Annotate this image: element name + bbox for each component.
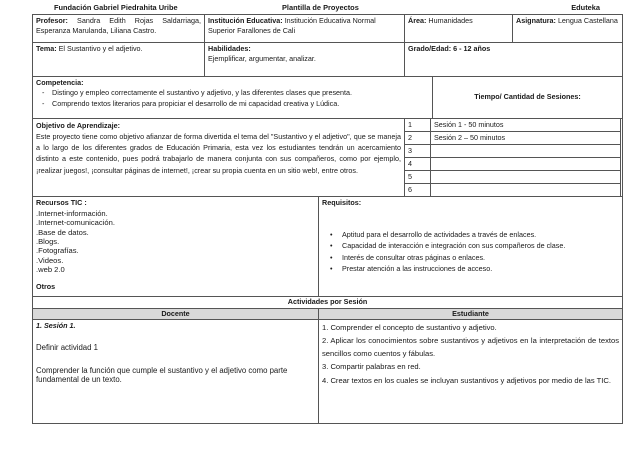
row-recursos xyxy=(33,197,623,297)
cell-recursos xyxy=(33,197,319,297)
row-competencia xyxy=(33,77,623,119)
cell-competencia xyxy=(33,77,433,119)
estudiante-item: 4. Crear textos en los cuales se incluyan sustantivos y adjetivos por medio de las TIC. xyxy=(322,375,611,385)
competencia-item: - Distingo y empleo correctamente el sustantivo y adjetivo, y las diferentes clases que presenta. xyxy=(42,88,429,98)
requisitos-list xyxy=(322,229,619,275)
header-eduteka: Eduteka xyxy=(571,3,600,12)
cell-tema xyxy=(33,43,205,77)
recurso-item: .web 2.0 xyxy=(36,265,65,275)
sesion-num: 5 xyxy=(405,171,431,184)
cell-grado xyxy=(405,43,623,77)
sesion-text xyxy=(431,184,621,197)
grado-value: 6 - 12 años xyxy=(453,44,491,53)
habilidades-label: Habilidades: xyxy=(208,44,251,53)
estudiante-header: Estudiante xyxy=(319,308,623,319)
sesiones-table xyxy=(405,119,622,197)
recurso-item: .Fotografías. xyxy=(36,246,79,256)
recurso-item: .Internet-comunicación. xyxy=(36,218,115,228)
definir-actividad: Definir actividad 1 xyxy=(36,342,98,352)
competencia-item: - Comprendo textos literarios para propiciar el desarrollo de mi capacidad creativa y Lúdica. xyxy=(42,99,429,109)
sesion-text xyxy=(431,171,621,184)
docente-comprender: Comprender la función que cumple el sustantivo y el adjetivo como parte fundamental de un texto. xyxy=(36,365,288,385)
cell-docente xyxy=(33,319,319,423)
habilidades-value: Ejemplificar, argumentar, analizar. xyxy=(208,54,316,64)
tema-label: Tema: xyxy=(36,44,57,53)
header-foundation: Fundación Gabriel Piedrahita Uribe xyxy=(54,3,178,12)
estudiante-item: 2. Aplicar los conocimientos sobre sustantivos y adjetivos en la interpretación de textos sencillos como cuentos y fábulas. xyxy=(322,335,619,359)
cell-profesor xyxy=(33,15,205,43)
sesion-num: 2 xyxy=(405,132,431,145)
sesion-row xyxy=(405,184,621,197)
sesion-num: 1 xyxy=(405,119,431,132)
cell-objetivo xyxy=(33,119,405,197)
sesion-row xyxy=(405,158,621,171)
requisito-item: • Prestar atención a las instrucciones de acceso. xyxy=(330,263,619,275)
grado-label: Grado/Edad: xyxy=(408,44,452,53)
sesion-text xyxy=(431,158,621,171)
cell-institucion xyxy=(205,15,405,43)
institucion-label: Institución Educativa: xyxy=(208,16,283,25)
sesion-text: Sesión 1 - 50 minutos xyxy=(431,119,621,132)
sesion-row xyxy=(405,171,621,184)
asignatura-label: Asignatura: xyxy=(516,16,556,25)
cell-requisitos xyxy=(319,197,623,297)
sesion-num: 4 xyxy=(405,158,431,171)
actividades-label: Actividades por Sesión xyxy=(33,297,623,308)
row-objetivo xyxy=(33,119,623,197)
sesion-text: Sesión 2 – 50 minutos xyxy=(431,132,621,145)
institucion-value: Institución Educativa Normal Superior Farallones de Cali xyxy=(208,16,376,36)
recurso-item: .Internet-información. xyxy=(36,208,108,218)
requisito-item: • Interés de consultar otras páginas o enlaces. xyxy=(330,252,619,264)
sesion-num: 6 xyxy=(405,184,431,197)
profesor-label: Profesor: xyxy=(36,16,68,25)
recursos-otros: Otros xyxy=(36,281,56,291)
profesor-value: Sandra Edith Rojas Saldarriaga, Esperanza Marulanda, Liliana Castro. xyxy=(36,16,201,36)
objetivo-label: Objetivo de Aprendizaje: xyxy=(36,121,120,130)
competencia-label: Competencia: xyxy=(36,78,84,87)
sesion-row xyxy=(405,132,621,145)
cell-area xyxy=(405,15,513,43)
area-value: Humanidades xyxy=(428,16,473,25)
row-profesor xyxy=(33,15,623,43)
row-actividades-headers xyxy=(33,308,623,319)
tema-value: El Sustantivo y el adjetivo. xyxy=(58,44,143,53)
recurso-item: .Base de datos. xyxy=(36,227,89,237)
row-tema xyxy=(33,43,623,77)
project-template-table xyxy=(32,14,623,424)
sesion-title: 1. Sesión 1. xyxy=(36,320,76,330)
recursos-label: Recursos TIC : xyxy=(36,198,87,208)
sesion-row xyxy=(405,119,621,132)
estudiante-item: 3. Compartir palabras en red. xyxy=(322,362,421,372)
competencia-list xyxy=(36,88,429,109)
recurso-item: .Videos. xyxy=(36,255,64,265)
requisitos-label: Requisitos: xyxy=(322,198,362,208)
row-actividades xyxy=(33,319,623,423)
recurso-item: .Blogs. xyxy=(36,237,60,246)
tiempo-label: Tiempo/ Cantidad de Sesiones: xyxy=(433,77,623,119)
header-template-title: Plantilla de Proyectos xyxy=(282,3,359,12)
asignatura-value: Lengua Castellana xyxy=(557,16,618,25)
requisito-item: • Aptitud para el desarrollo de actividades a través de enlaces. xyxy=(330,229,619,241)
sesion-row xyxy=(405,145,621,158)
estudiante-item: 1. Comprender el concepto de sustantivo y adjetivo. xyxy=(322,322,497,332)
cell-habilidades xyxy=(205,43,405,77)
sesion-text xyxy=(431,145,621,158)
cell-estudiante xyxy=(319,319,623,423)
cell-asignatura xyxy=(513,15,623,43)
row-actividades-title xyxy=(33,297,623,308)
objetivo-text: Este proyecto tiene como objetivo afianzar de forma divertida el tema del "Sustantivo y el adjetivo", que se maneja a lo largo de los diferentes grados de Educación Primaria, esta vez los estudiantes tendrán un acercamiento distinto a este contenido, pues podrá trabajarlo de manera conjunta con sus compañeros, como por ejemplo, ¡realizar juegos!, ¡consultar páginas de internet!, ¡crear su propia cuenta en un sitio web!, entre otros. xyxy=(36,132,401,175)
docente-header: Docente xyxy=(33,308,319,319)
sesion-num: 3 xyxy=(405,145,431,158)
requisito-item: • Capacidad de interacción e integración con sus compañeros de clase. xyxy=(330,240,619,252)
cell-sesiones xyxy=(405,119,623,197)
area-label: Área: xyxy=(408,16,427,25)
